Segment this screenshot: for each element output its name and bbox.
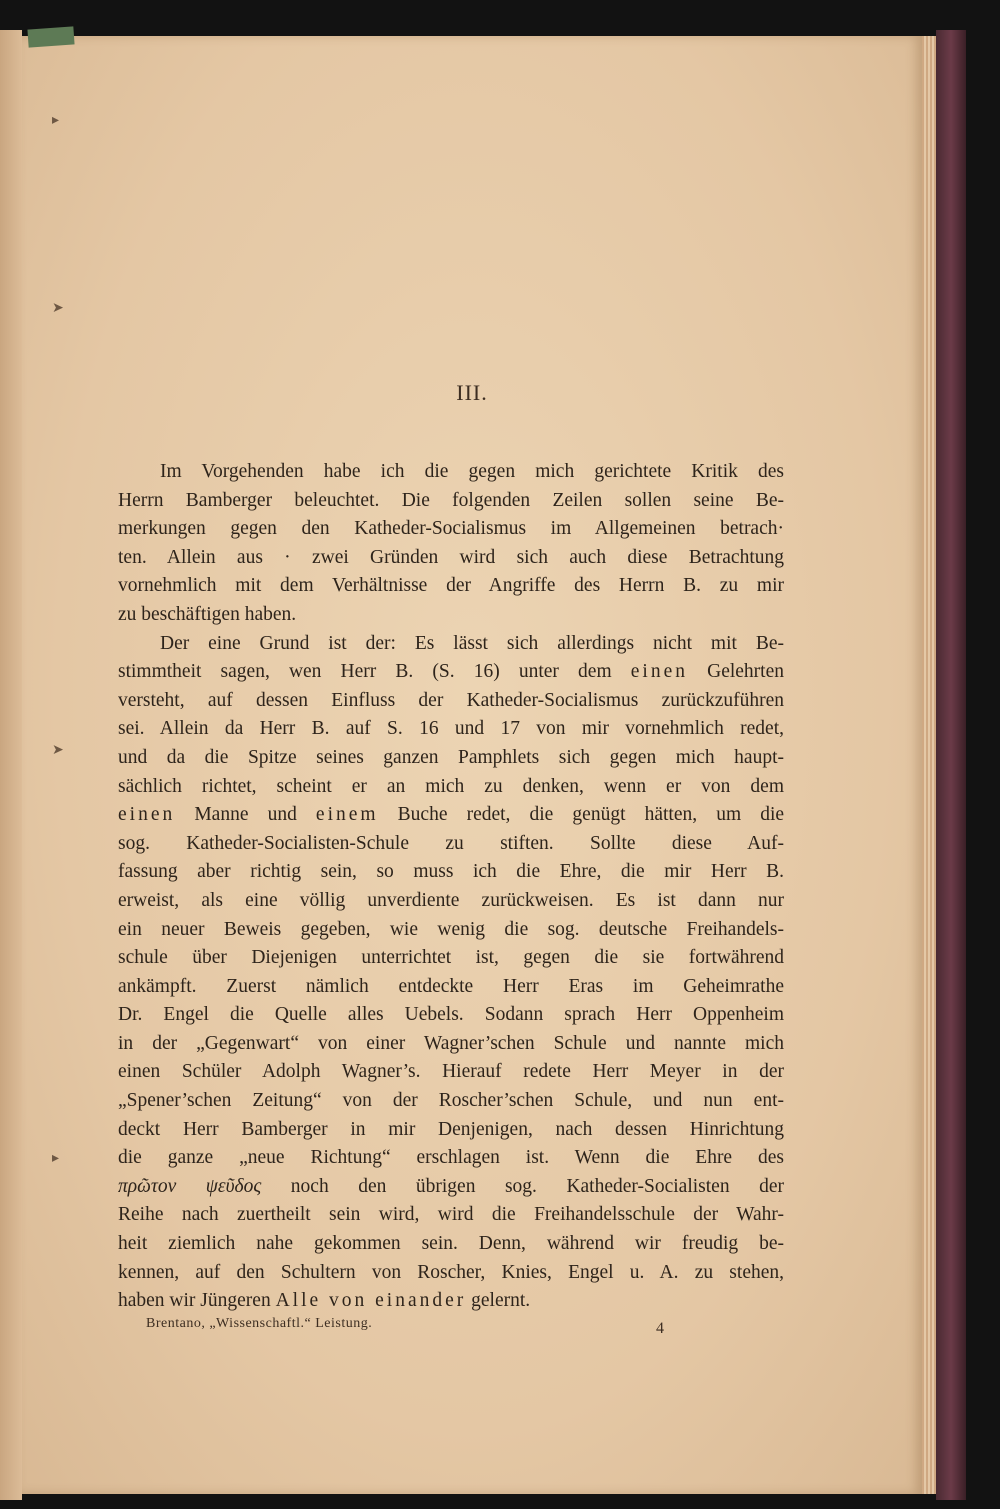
text-line: Der eine Grund ist der: Es lässt sich allerdings nicht mit Be- (160, 632, 784, 654)
text-line: einen Schüler Adolph Wagner’s. Hierauf redete Herr Meyer in der (118, 1061, 784, 1083)
body-text (118, 458, 784, 1316)
signature-line: Brentano, „Wissenschaftl.“ Leistung. (146, 1316, 373, 1331)
text-line: merkungen gegen den Katheder-Socialismus im Allgemeinen betrach· (118, 518, 784, 540)
signature-number: 4 (656, 1320, 664, 1337)
text-line: die ganze „neue Richtung“ erschlagen ist. Wenn die Ehre des (118, 1147, 784, 1169)
margin-mark-icon: ➤ (52, 743, 64, 758)
text-line: kennen, auf den Schultern von Roscher, Knies, Engel u. A. zu stehen, (118, 1261, 784, 1283)
text-line: fassung aber richtig sein, so muss ich die Ehre, die mir Herr B. (118, 861, 784, 883)
text-fragment: gelernt. (471, 1290, 531, 1312)
text-line (118, 801, 784, 830)
text-fragment: Buche redet, die genügt hätten, um die (397, 804, 785, 826)
text-line (118, 1173, 784, 1202)
text-fragment: Manne und (194, 804, 297, 826)
text-line: deckt Herr Bamberger in mir Denjenigen, nach dessen Hinrichtung (118, 1118, 784, 1140)
text-line: heit ziemlich nahe gekommen sein. Denn, während wir freudig be- (118, 1233, 784, 1255)
book-page (22, 36, 922, 1494)
text-line: schule über Diejenigen unterrichtet ist, gegen die sie fortwährend (118, 947, 784, 969)
text-fragment: Gelehrten (707, 661, 784, 683)
emphasized-word: einen (630, 661, 688, 683)
margin-mark-icon: ▸ (52, 1151, 60, 1166)
greek-phrase: πρῶτον ψεῦδος (118, 1175, 262, 1197)
text-line: versteht, auf dessen Einfluss der Katheder-Socialismus zurückzuführen (118, 689, 784, 711)
text-line: Dr. Engel die Quelle alles Uebels. Sodann sprach Herr Oppenheim (118, 1004, 784, 1026)
emphasized-word: einem (315, 804, 379, 826)
text-line (118, 658, 784, 687)
text-line: und da die Spitze seines ganzen Pamphlets sich gegen mich haupt- (118, 746, 784, 768)
text-line: sächlich richtet, scheint er an mich zu denken, wenn er von dem (118, 775, 784, 797)
book-cover (936, 30, 966, 1500)
text-line: „Spener’schen Zeitung“ von der Roscher’schen Schule, und nun ent- (118, 1090, 784, 1112)
text-fragment: noch den übrigen sog. Katheder-Socialisten der (290, 1175, 784, 1197)
text-line: Reihe nach zuertheilt sein wird, wird die Freihandelsschule der Wahr- (118, 1204, 784, 1226)
text-line: Herrn Bamberger beleuchtet. Die folgenden Zeilen sollen seine Be- (118, 489, 784, 511)
emphasized-word: einen (118, 804, 176, 826)
chapter-heading: III. (456, 380, 488, 405)
text-line (118, 1287, 784, 1316)
text-line: ein neuer Beweis gegeben, wie wenig die sog. deutsche Freihandels- (118, 918, 784, 940)
text-fragment: stimmtheit sagen, wen Herr B. (S. 16) unter dem (118, 661, 612, 683)
margin-mark-icon: ➤ (52, 301, 64, 316)
text-line: Im Vorgehenden habe ich die gegen mich gerichtete Kritik des (160, 461, 784, 482)
text-line: sei. Allein da Herr B. auf S. 16 und 17 von mir vornehmlich redet, (118, 718, 784, 740)
page-stack-edge (922, 36, 936, 1494)
text-line: ten. Allein aus · zwei Gründen wird sich auch diese Betrachtung (118, 546, 784, 568)
text-line: erweist, als eine völlig unverdiente zurückweisen. Es ist dann nur (118, 889, 784, 911)
left-page-edge (0, 30, 22, 1500)
text-line: zu beschäftigen haben. (118, 603, 297, 625)
bookmark-ribbon (27, 26, 74, 47)
emphasized-phrase: Alle von einander (275, 1290, 467, 1312)
text-line: in der „Gegenwart“ von einer Wagner’schen Schule und nannte mich (118, 1032, 784, 1054)
text-line: sog. Katheder-Socialisten-Schule zu stiften. Sollte diese Auf- (118, 832, 784, 854)
text-fragment: haben wir Jüngeren (118, 1290, 271, 1312)
text-line: vornehmlich mit dem Verhältnisse der Angriffe des Herrn B. zu mir (118, 575, 784, 597)
text-line: ankämpft. Zuerst nämlich entdeckte Herr Eras im Geheimrathe (118, 975, 784, 997)
margin-mark-icon: ▸ (52, 113, 60, 128)
